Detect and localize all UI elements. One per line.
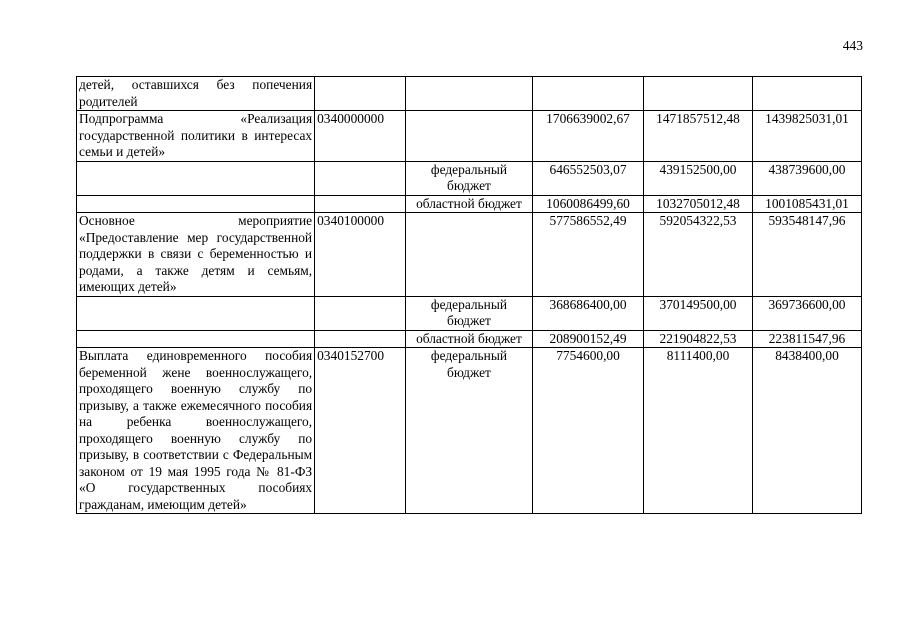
row-name-cell <box>77 296 315 330</box>
table-row <box>77 348 862 514</box>
row-name-cell: Основное мероприятие «Предоставление мер государственной поддержки в связи с беременностью и родами, а также детям и семьям, имеющих детей» <box>77 213 315 297</box>
row-name-cell <box>77 161 315 195</box>
row-year3-cell: 369736600,00 <box>752 296 861 330</box>
row-year1-cell <box>533 77 644 111</box>
row-year3-cell: 8438400,00 <box>752 348 861 514</box>
row-year3-cell: 223811547,96 <box>752 330 861 348</box>
table-row <box>77 77 862 111</box>
row-source-cell: федеральный бюджет <box>405 161 532 195</box>
row-year3-cell <box>752 77 861 111</box>
table-row <box>77 330 862 348</box>
row-code-cell <box>315 195 406 213</box>
row-year2-cell: 370149500,00 <box>644 296 753 330</box>
row-code-cell <box>315 161 406 195</box>
row-code-cell: 0340000000 <box>315 111 406 162</box>
row-name-cell: детей, оставшихся без попечения родителей <box>77 77 315 111</box>
table-row <box>77 213 862 297</box>
row-name-cell <box>77 195 315 213</box>
row-name-cell <box>77 330 315 348</box>
row-year2-cell: 8111400,00 <box>644 348 753 514</box>
row-source-cell: федеральный бюджет <box>405 348 532 514</box>
row-year2-cell: 1032705012,48 <box>644 195 753 213</box>
row-year1-cell: 646552503,07 <box>533 161 644 195</box>
row-year3-cell: 593548147,96 <box>752 213 861 297</box>
row-year1-cell: 1060086499,60 <box>533 195 644 213</box>
row-year3-cell: 438739600,00 <box>752 161 861 195</box>
table-row <box>77 161 862 195</box>
row-year3-cell: 1001085431,01 <box>752 195 861 213</box>
row-source-cell: областной бюджет <box>405 195 532 213</box>
row-code-cell: 0340100000 <box>315 213 406 297</box>
row-year1-cell: 577586552,49 <box>533 213 644 297</box>
row-name-cell: Выплата единовременного пособия беременной жене военнослужащего, проходящего военную службу по призыву, а также ежемесячного пособия на ребенка военнослужащего, проходящего военную службу по призыву, в соответствии с Федеральным законом от 19 мая 1995 года № 81-ФЗ «О государственных пособиях гражданам, имеющим детей» <box>77 348 315 514</box>
row-code-cell: 0340152700 <box>315 348 406 514</box>
row-source-cell <box>405 111 532 162</box>
row-source-cell: областной бюджет <box>405 330 532 348</box>
row-year1-cell: 368686400,00 <box>533 296 644 330</box>
table-row <box>77 296 862 330</box>
row-year3-cell: 1439825031,01 <box>752 111 861 162</box>
row-year1-cell: 1706639002,67 <box>533 111 644 162</box>
row-code-cell <box>315 296 406 330</box>
table-row <box>77 195 862 213</box>
row-year2-cell: 1471857512,48 <box>644 111 753 162</box>
row-source-cell <box>405 213 532 297</box>
row-year2-cell: 592054322,53 <box>644 213 753 297</box>
row-name-cell: Подпрограмма «Реализация государственной политики в интересах семьи и детей» <box>77 111 315 162</box>
row-year1-cell: 7754600,00 <box>533 348 644 514</box>
page-number: 443 <box>842 38 863 53</box>
row-year2-cell: 221904822,53 <box>644 330 753 348</box>
row-year1-cell: 208900152,49 <box>533 330 644 348</box>
row-code-cell <box>315 77 406 111</box>
row-year2-cell <box>644 77 753 111</box>
table-row <box>77 111 862 162</box>
row-year2-cell: 439152500,00 <box>644 161 753 195</box>
budget-table <box>76 76 862 514</box>
row-source-cell <box>405 77 532 111</box>
row-code-cell <box>315 330 406 348</box>
row-source-cell: федеральный бюджет <box>405 296 532 330</box>
